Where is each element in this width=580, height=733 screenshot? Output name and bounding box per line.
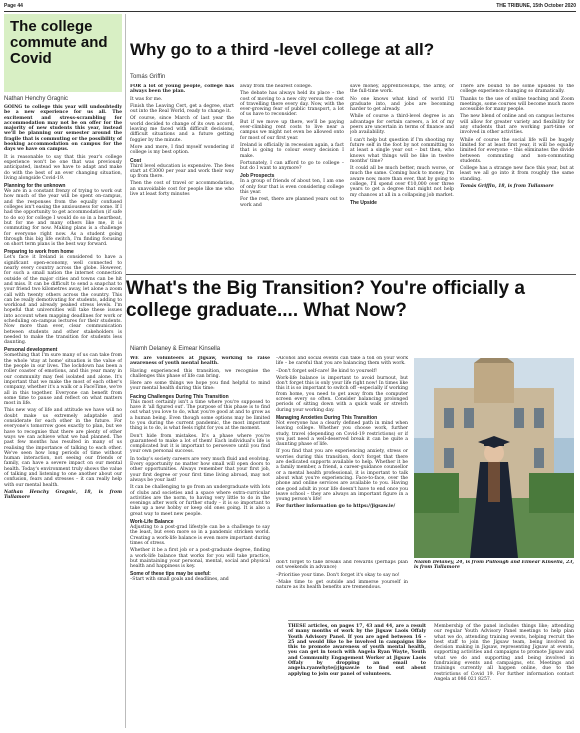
- article-college-title: Why go to a third -level college at all?: [130, 40, 435, 59]
- youth-panel-infobox: [288, 620, 574, 729]
- paragraph: There are bound to be some upsides to the college experience changing so dramatically.: [460, 84, 574, 95]
- paragraph: –Don't forget self-care! Be kind to yourself!: [276, 368, 377, 374]
- paragraph: I can't help but question if I'm shooting my future self in the foot by not committing to at least a single year out – but then, who knows what things will be like in twelve months' time?: [350, 137, 454, 164]
- paragraph: If you find that you are experiencing anxiety, stress or worries during this transition, don't forget that there are dedicated supports available to help. Whether it be a family member, a friend, a career-guidance counsellor or a mental health professional, it is important to talk about what you're experiencing. Face-to-face, over the phone and online services are available to you. Having one good adult in your life doesn't have to end once you leave school – they are always an important figure in a young person's life!: [276, 449, 408, 503]
- paragraph: Whether it be a first job or a post-graduate degree, finding a work-life balance that works for you will take practice, but maintaining your personal, mental, social and physical health and happiness is key.: [130, 548, 270, 570]
- paragraph: –Alcohol and social events can take a toll on your work life – be careful that you are balancing them with work.: [276, 356, 408, 367]
- paragraph: Adjusting to a post-grad lifestyle can be a challenge to say the least, but even more so in a pandemic stricken world. Creating a work-life balance is even more important during times of stress.: [130, 525, 270, 546]
- article-commute-signoff: Nathan Henchy Gragnic, 18, is from Tullamore: [4, 489, 122, 501]
- subheading: Managing Anxieties During This Transition: [276, 414, 378, 421]
- paragraph: Finish the Leaving Cert, get a degree, start out into the Real World, ready to change it.: [130, 103, 234, 115]
- paragraph: More and more, I find myself wondering if college is my best option.: [130, 144, 234, 156]
- paragraph: Then the cost of travel or accommodation, an unavoidable cost for people like me who live at least forty minutes: [130, 181, 234, 198]
- article-commute-author: Nathan Henchy Gragnic: [4, 96, 69, 102]
- paragraph: –Make time to get outside and immerse yourself in nature as its health benefits are tremendous.: [276, 579, 408, 591]
- paragraph: Something that I'm sure many of us can take from the whole 'stay at home' situation is the value of the people in our lives. The lockdown has been a roller coaster of emotions, and this year many in our community may feel isolated and alone. It's important that we make the most of each other's company, whether it's a walk or a FaceTime, we're all in this together. Everyone can benefit from some time to pause and reflect on what matters most in life.: [4, 353, 122, 407]
- paragraph: Having experienced this transition, we recognise the challenges this phase of life can bring.: [130, 368, 270, 379]
- article-transition-author: Niamh Delaney & Eimear Kinsella: [130, 346, 221, 352]
- subheading: Preparing to work from home: [4, 249, 74, 256]
- article-transition-signoff: Niamh Delaney, 24, is from Pullough and Eimear Kinsella, 23, is from Tullamore: [414, 560, 574, 571]
- paragraph: We are in a constant frenzy of trying to work out how much of the year will be spent on-campus, and the responses from the equally confused colleges isn't easing the anxiousness for some. If I had the opportunity to get accommodation (if safe to do so) for college I would do so in a heartbeat, but for me and many others like me, it is commuting for now. Making plans is a challenge for everyone right now. As a student going through this big life switch, I'm finding focusing on short term plans is the best way forward.: [4, 189, 122, 248]
- paragraph: away from the nearest college.: [240, 84, 313, 89]
- paragraph: Let's face it Ireland is considered to have a significant open-economy, well connected to nearly every country across the globe. However, for such a small nation the internet connection outside of the major cities and towns can be hit and miss. It can be difficult to send a snapchat to your friend two kilometres away, let alone a zoom call with twenty others across the country. This can be really demotivating for students, adding to workload and already peaked stress levels. I'm hopeful that universities will take these issues into account when mapping deadlines for work or scheduling on-campus lectures for their students. Now more than ever, clear communication between students and other stakeholders is needed to make the transition for students less daunting.: [4, 255, 122, 346]
- paragraph: This new way of life and attitude we have will no doubt make us extremely adaptable and considerate for each other in the future. For everyone's tomorrow goes exactly to plan, but we have to recognise that there are plenty of other ways we can achieve what we had planned. The past few months has resulted in many of us realising the importance of talking to each other. We've seen how long periods of time without human interaction, not seeing our friends or family, can have a severe impact on our mental health. Today's environment truly shows the value of talking and listening to one another about our confusion, fears and stresses – it can really help with our mental health.: [4, 408, 122, 488]
- paragraph: It was for me.: [130, 96, 163, 102]
- paragraph: Of course, since March of last year the world decided to change of its own accord, leaving me faced with difficult decisions, difficult situations and a future getting foggier by the minute.: [130, 116, 234, 143]
- paragraph: While of course a third-level degree is an advantage for certain careers, a lot of my peers are uncertain in terms of finance and job availability.: [350, 114, 454, 136]
- subheading: Planning for the unknown: [4, 183, 66, 190]
- paragraph: This most certainly isn't a time where you're supposed to have it 'all figured out'. The purpose of this phase is to find out what you love to do, what you're good at and to grow as a human being. Even though some options may be limited to you during the current pandemic, the most important thing is to do, is what feels right for you at the moment.: [130, 399, 270, 432]
- paragraph: Not everyone has a clearly defined path in mind when leaving college. Whether you choose work, further study, travel (depending on Covid-19 restrictions) or if you just need a well-deserved break it can be quite a daunting phase of life.: [276, 420, 408, 448]
- article-commute-header: [4, 14, 122, 92]
- paragraph: But if we move up there, we'll be paying ever-climbing rent costs to live near a campus we might not even be allowed onto for most of our first year.: [240, 119, 344, 141]
- paragraph: College has a strange new face this year, but at least we all go into it from roughly the same standing.: [460, 166, 574, 182]
- paragraph: Fortunately, I can afford to go to college – but do I want to anymore?: [240, 160, 344, 172]
- paragraph: It can be challenging to go from an undergraduate with lots of clubs and societies and a space where extra-curricular activities are the norm, to having very little to do in the evenings after work or further study – it is so important to take up a new hobby or keep old ones going. It is also a great way to meet new people.: [130, 485, 270, 517]
- article-college-col-4: [460, 84, 574, 272]
- paragraph: For further information go to https://jigsaw.ie/: [276, 504, 396, 510]
- graduate-photo-illustration: [414, 358, 574, 558]
- paragraph: For the rest, there are planned years out to work and: [240, 197, 344, 208]
- article-college-col-2: [240, 84, 344, 272]
- paragraph: In a group of friends of about ten, I am one of only four that is even considering college this year.: [240, 179, 344, 196]
- paragraph: Here are some things we hope you find helpful to mind your mental health during this time:: [130, 381, 270, 392]
- paragraph: Ireland is officially in recession again, a fact that is going to colour every decision I make.: [240, 142, 344, 159]
- subheading: Some of these tips may be useful:: [130, 571, 211, 578]
- article-transition-col-3-top: [414, 560, 574, 618]
- article-college-author: Tomás Griffin: [130, 74, 166, 80]
- paragraph: The new blend of online and on campus lectures will allow for greater variety and flexibility for any students that are working part-time or involved in other activities.: [460, 114, 574, 136]
- article-college-signoff: Tomás Griffin, 18, is from Tullamore: [460, 184, 554, 190]
- article-transition-col-1: [130, 356, 270, 728]
- column-divider: [125, 14, 126, 728]
- paragraph: –Start with small goals and deadlines, and: [130, 577, 229, 583]
- paragraph: While of course the social life will be hugely limited for at least first year, it will be equally limited for everyone – this eliminates the divide between commuting and non-commuting students.: [460, 137, 574, 164]
- paragraph: save money, apprenticeships, the army, or the full-time work.: [350, 84, 454, 95]
- paragraph: WE are volunteers at Jigsaw, working to raise awareness of youth mental health.: [130, 356, 270, 367]
- paragraph: Don't hide from mistakes. It's a phase where you're guaranteed to make a lot of them! Each individual's life is complicated but it is important to persevere until you find your own personal success.: [130, 433, 270, 455]
- article-transition-col-2: [276, 560, 408, 618]
- paragraph: FOR a lot of young people, college has always been the plan.: [130, 84, 234, 95]
- subheading: Personal development: [4, 347, 58, 354]
- article-transition-title: What's the Big Transition? You're officially a college graduate.... What Now?: [126, 278, 525, 321]
- paragraph: –Prioritise your time. Don't forget it's okay to say no!: [276, 572, 400, 578]
- paper-date: THE TRIBUNE, 15th October 2020: [496, 3, 576, 9]
- paragraph: No one knows what kind of world I'll graduate into, and jobs are becoming harder to get already.: [350, 96, 454, 113]
- paragraph: It could all be much better, much worse, or much the same. Coming back to money, I'm aware now, more than ever, that by going to college, I'll spend over €10,000 over three years to get a degree that might not help my chances at all in a collapsing job market.: [350, 166, 454, 198]
- page-number: Page 44: [4, 3, 23, 9]
- article-commute: [4, 14, 122, 728]
- paragraph: Thanks to the use of online teaching and Zoom meetings, some courses will become much more accessible for many people.: [460, 96, 574, 113]
- subheading: Work-Life Balance: [130, 519, 174, 526]
- subheading: Cost: [130, 157, 142, 164]
- subheading: Facing Challenges During This Transition: [130, 393, 229, 400]
- article-college-col-1: [130, 84, 234, 272]
- paragraph: In today's society careers are very much fluid and evolving. Every opportunity no matter how small will open doors to other opportunities. Always remember that your first job, your first degree or your first time living abroad, may not always be your last!: [130, 456, 270, 483]
- paragraph: Work-life balance is important to avoid burnout, but don't forget this is only your life right now! In times like this it is so important to switch off –especially if working from home, you need to get away from the computer screen every so often. Consider balancing prolonged periods of sitting down with a quick walk or stretch during your working day.: [276, 375, 408, 413]
- paragraph: The debate has always held its place – the cost of moving to a new city versus the cost of travelling there every day. Now, with the ever-growing fear of public transport, a lot of us have to reconsider.: [240, 91, 344, 118]
- paragraph: Third level education is expensive. The fees start at €3000 per year and work their way up from there.: [130, 163, 234, 180]
- paragraph: It is reasonable to say that this year's college experience won't be one that was previously anticipated, instead we have to adapt and make do with the best of an ever changing situation, living alongside Covid-19.: [4, 154, 122, 181]
- page-header: [4, 2, 576, 12]
- infobox-col-1: THESE articles, on pages 17, 43 and 44, are a result of many months of work by the Jigsaw Laois Offaly Youth Advisory Panel. If you are aged between 16 – 25 and would like to be involved in campaigns like this to promote awareness of youth mental health, you can get in touch with Angela Ryan Wayte, Youth and Community Engagement Worker at Jigsaw Laois Offaly by dropping an email to angela.ryanwhyte@jigsaw.ie to find out about applying to join our panel of volunteers.: [288, 624, 426, 677]
- paragraph: GOING to college this year will undoubtedly be a new experience for us all. The excitement and stress-scrambling for accommodation may not be on offer for the majority of new students this year, instead we'll be planning our semester around the fragile that is commuting or the possibility of booking accommodation on campus for the days we have on campus.: [4, 105, 122, 153]
- article-college-col-3: [350, 84, 454, 272]
- subheading: Job Prospects: [240, 173, 275, 180]
- subheading: The Upside: [350, 199, 377, 206]
- paragraph: don't forget to take breaks and rewards (perhaps plan out weekends in advance): [276, 560, 408, 571]
- infobox-col-2: Membership of the panel includes things like; attending our regular Youth Advisory Panel meetings to help plan what we do, attending training events, helping recruit the best staff to join the Jigsaw team, being involved in decision making in Jigsaw, representing Jigsaw at events, supporting activities and campaigns to promote Jigsaw and what we do and supporting and being involved in fundraising events and campaigns, etc. Meetings and trainings currently all happen online, due to the restrictions of Covid 19. For further information contact Angela at 086 021 8257.: [434, 624, 574, 682]
- graduate-photo: [414, 358, 574, 558]
- section-divider: [126, 274, 576, 275]
- article-transition-col-3: [276, 356, 408, 556]
- article-commute-title: The college commute and Covid: [10, 18, 108, 67]
